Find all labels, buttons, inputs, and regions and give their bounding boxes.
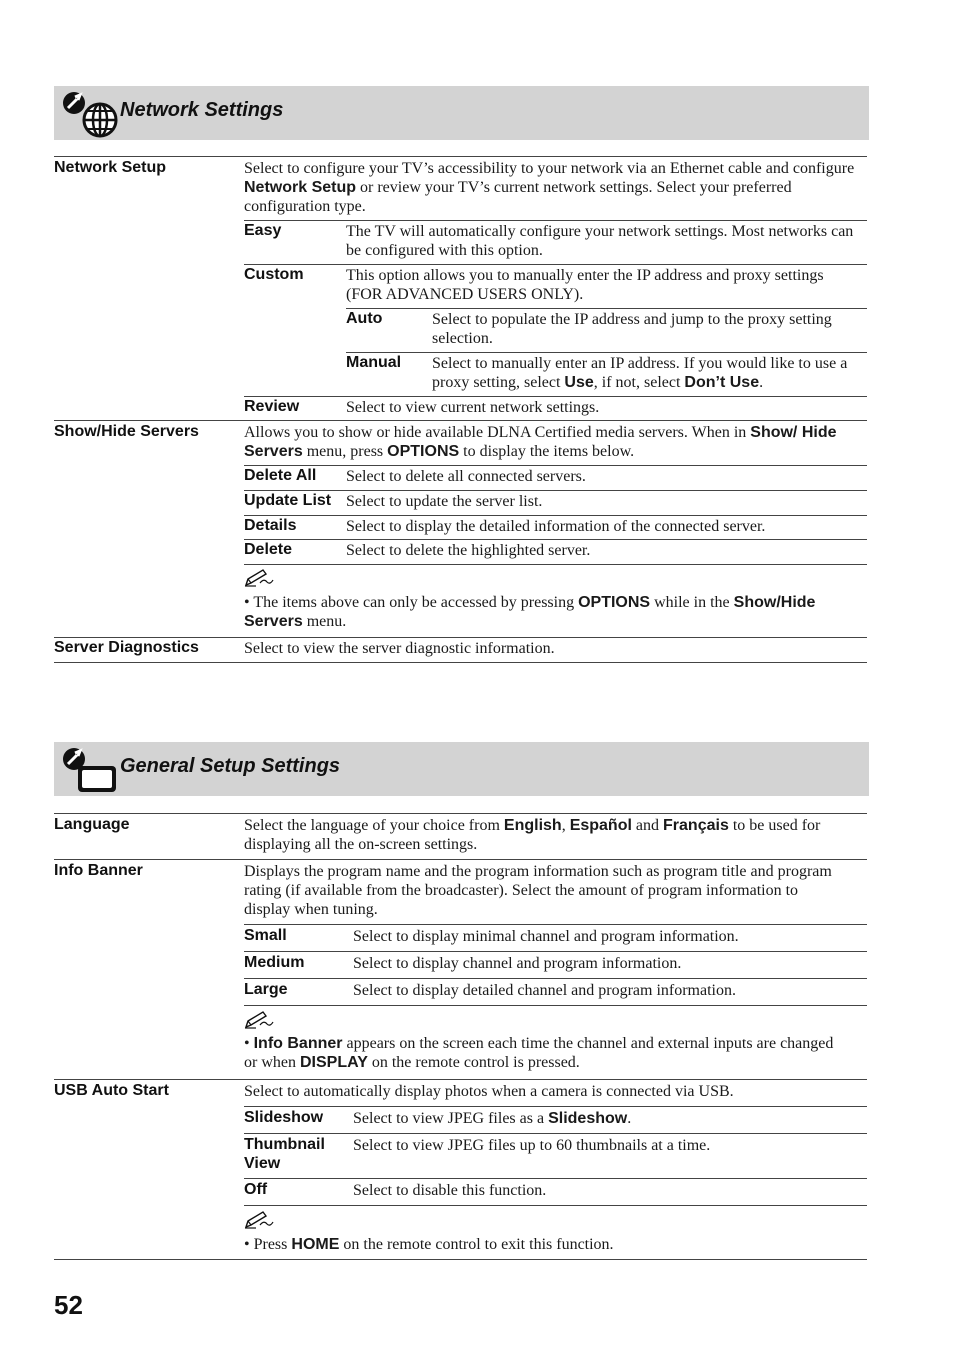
info-banner-label: Info Banner [54, 862, 143, 879]
show-hide-note: • The items above can only be accessed by pressing OPTIONS while in the Show/Hide Servers menu. [244, 594, 816, 630]
update-list-label: Update List [244, 492, 332, 509]
slideshow-desc: Select to view JPEG files as a Slideshow. [353, 1110, 632, 1127]
note-pencil-icon [244, 568, 274, 593]
small-desc: Select to display minimal channel and program information. [353, 928, 739, 945]
auto-label: Auto [346, 310, 383, 327]
delete-all-label: Delete All [244, 467, 317, 484]
network-setup-desc: Select to configure your TV’s accessibility to your network via an Ethernet cable and configure Network Setup or review your TV’s current network settings. Select your preferred configuration type. [244, 160, 855, 215]
show-hide-servers-label: Show/Hide Servers [54, 423, 199, 440]
update-list-desc: Select to update the server list. [346, 493, 543, 510]
divider [244, 1205, 867, 1206]
info-banner-desc: Displays the program name and the program information such as program title and program rating (if available from the broadcaster). Select the amount of program information to display when tuning. [244, 863, 832, 918]
divider [244, 515, 867, 516]
delete-desc: Select to delete the highlighted server. [346, 542, 591, 559]
divider [244, 465, 867, 466]
divider [244, 396, 867, 397]
divider [54, 859, 867, 860]
divider [244, 490, 867, 491]
show-hide-servers-desc: Allows you to show or hide available DLNA Certified media servers. When in Show/ Hide Servers menu, press OPTIONS to display the items below. [244, 424, 837, 460]
custom-desc: This option allows you to manually enter the IP address and proxy settings (FOR ADVANCED USERS ONLY). [346, 267, 824, 303]
details-label: Details [244, 517, 297, 534]
general-setup-title: General Setup Settings [120, 755, 341, 777]
server-diagnostics-label: Server Diagnostics [54, 639, 199, 656]
divider [244, 220, 867, 221]
review-label: Review [244, 398, 300, 415]
thumbnail-view-desc: Select to view JPEG files up to 60 thumbnails at a time. [353, 1137, 711, 1154]
off-label: Off [244, 1181, 268, 1198]
divider [54, 813, 867, 814]
divider [346, 352, 867, 353]
divider [54, 156, 867, 157]
slideshow-label: Slideshow [244, 1109, 324, 1126]
divider [244, 539, 867, 540]
delete-label: Delete [244, 541, 293, 558]
small-label: Small [244, 927, 287, 944]
divider [54, 1079, 867, 1080]
medium-desc: Select to display channel and program information. [353, 955, 682, 972]
server-diagnostics-desc: Select to view the server diagnostic information. [244, 640, 555, 657]
divider [54, 1259, 867, 1260]
review-desc: Select to view current network settings. [346, 399, 600, 416]
divider [244, 924, 867, 925]
easy-label: Easy [244, 222, 282, 239]
divider [244, 564, 867, 565]
divider [54, 662, 867, 663]
info-banner-note: • Info Banner appears on the screen each time the channel and external inputs are changed or when DISPLAY on the remote control is pressed. [244, 1035, 834, 1071]
divider [244, 264, 867, 265]
divider [54, 420, 867, 421]
custom-label: Custom [244, 266, 304, 283]
network-settings-title: Network Settings [120, 99, 284, 121]
large-label: Large [244, 981, 288, 998]
network-setup-label: Network Setup [54, 159, 167, 176]
divider [346, 308, 867, 309]
manual-label: Manual [346, 354, 402, 371]
details-desc: Select to display the detailed information of the connected server. [346, 518, 766, 535]
usb-auto-start-desc: Select to automatically display photos when a camera is connected via USB. [244, 1083, 734, 1100]
note-pencil-icon [244, 1210, 274, 1235]
divider [244, 1106, 867, 1107]
divider [244, 1133, 867, 1134]
network-settings-icon [58, 88, 120, 145]
divider [244, 951, 867, 952]
easy-desc: The TV will automatically configure your network settings. Most networks can be configured with this option. [346, 223, 854, 259]
language-desc: Select the language of your choice from English, Español and Français to be used for displaying all the on-screen settings. [244, 817, 821, 853]
general-setup-icon [58, 744, 120, 801]
divider [244, 1178, 867, 1179]
manual-desc: Select to manually enter an IP address. If you would like to use a proxy setting, select Use, if not, select Don’t Use. [432, 355, 848, 391]
usb-note: • Press HOME on the remote control to exit this function. [244, 1236, 614, 1253]
divider [244, 978, 867, 979]
large-desc: Select to display detailed channel and program information. [353, 982, 736, 999]
general-setup-banner [54, 742, 869, 796]
page-number: 52 [54, 1290, 83, 1320]
language-label: Language [54, 816, 130, 833]
medium-label: Medium [244, 954, 305, 971]
delete-all-desc: Select to delete all connected servers. [346, 468, 586, 485]
usb-auto-start-label: USB Auto Start [54, 1082, 169, 1099]
network-settings-banner [54, 86, 869, 140]
note-pencil-icon [244, 1010, 274, 1035]
divider [244, 1005, 867, 1006]
off-desc: Select to disable this function. [353, 1182, 547, 1199]
auto-desc: Select to populate the IP address and jump to the proxy setting selection. [432, 311, 832, 347]
thumbnail-view-label: Thumbnail View [244, 1136, 325, 1172]
